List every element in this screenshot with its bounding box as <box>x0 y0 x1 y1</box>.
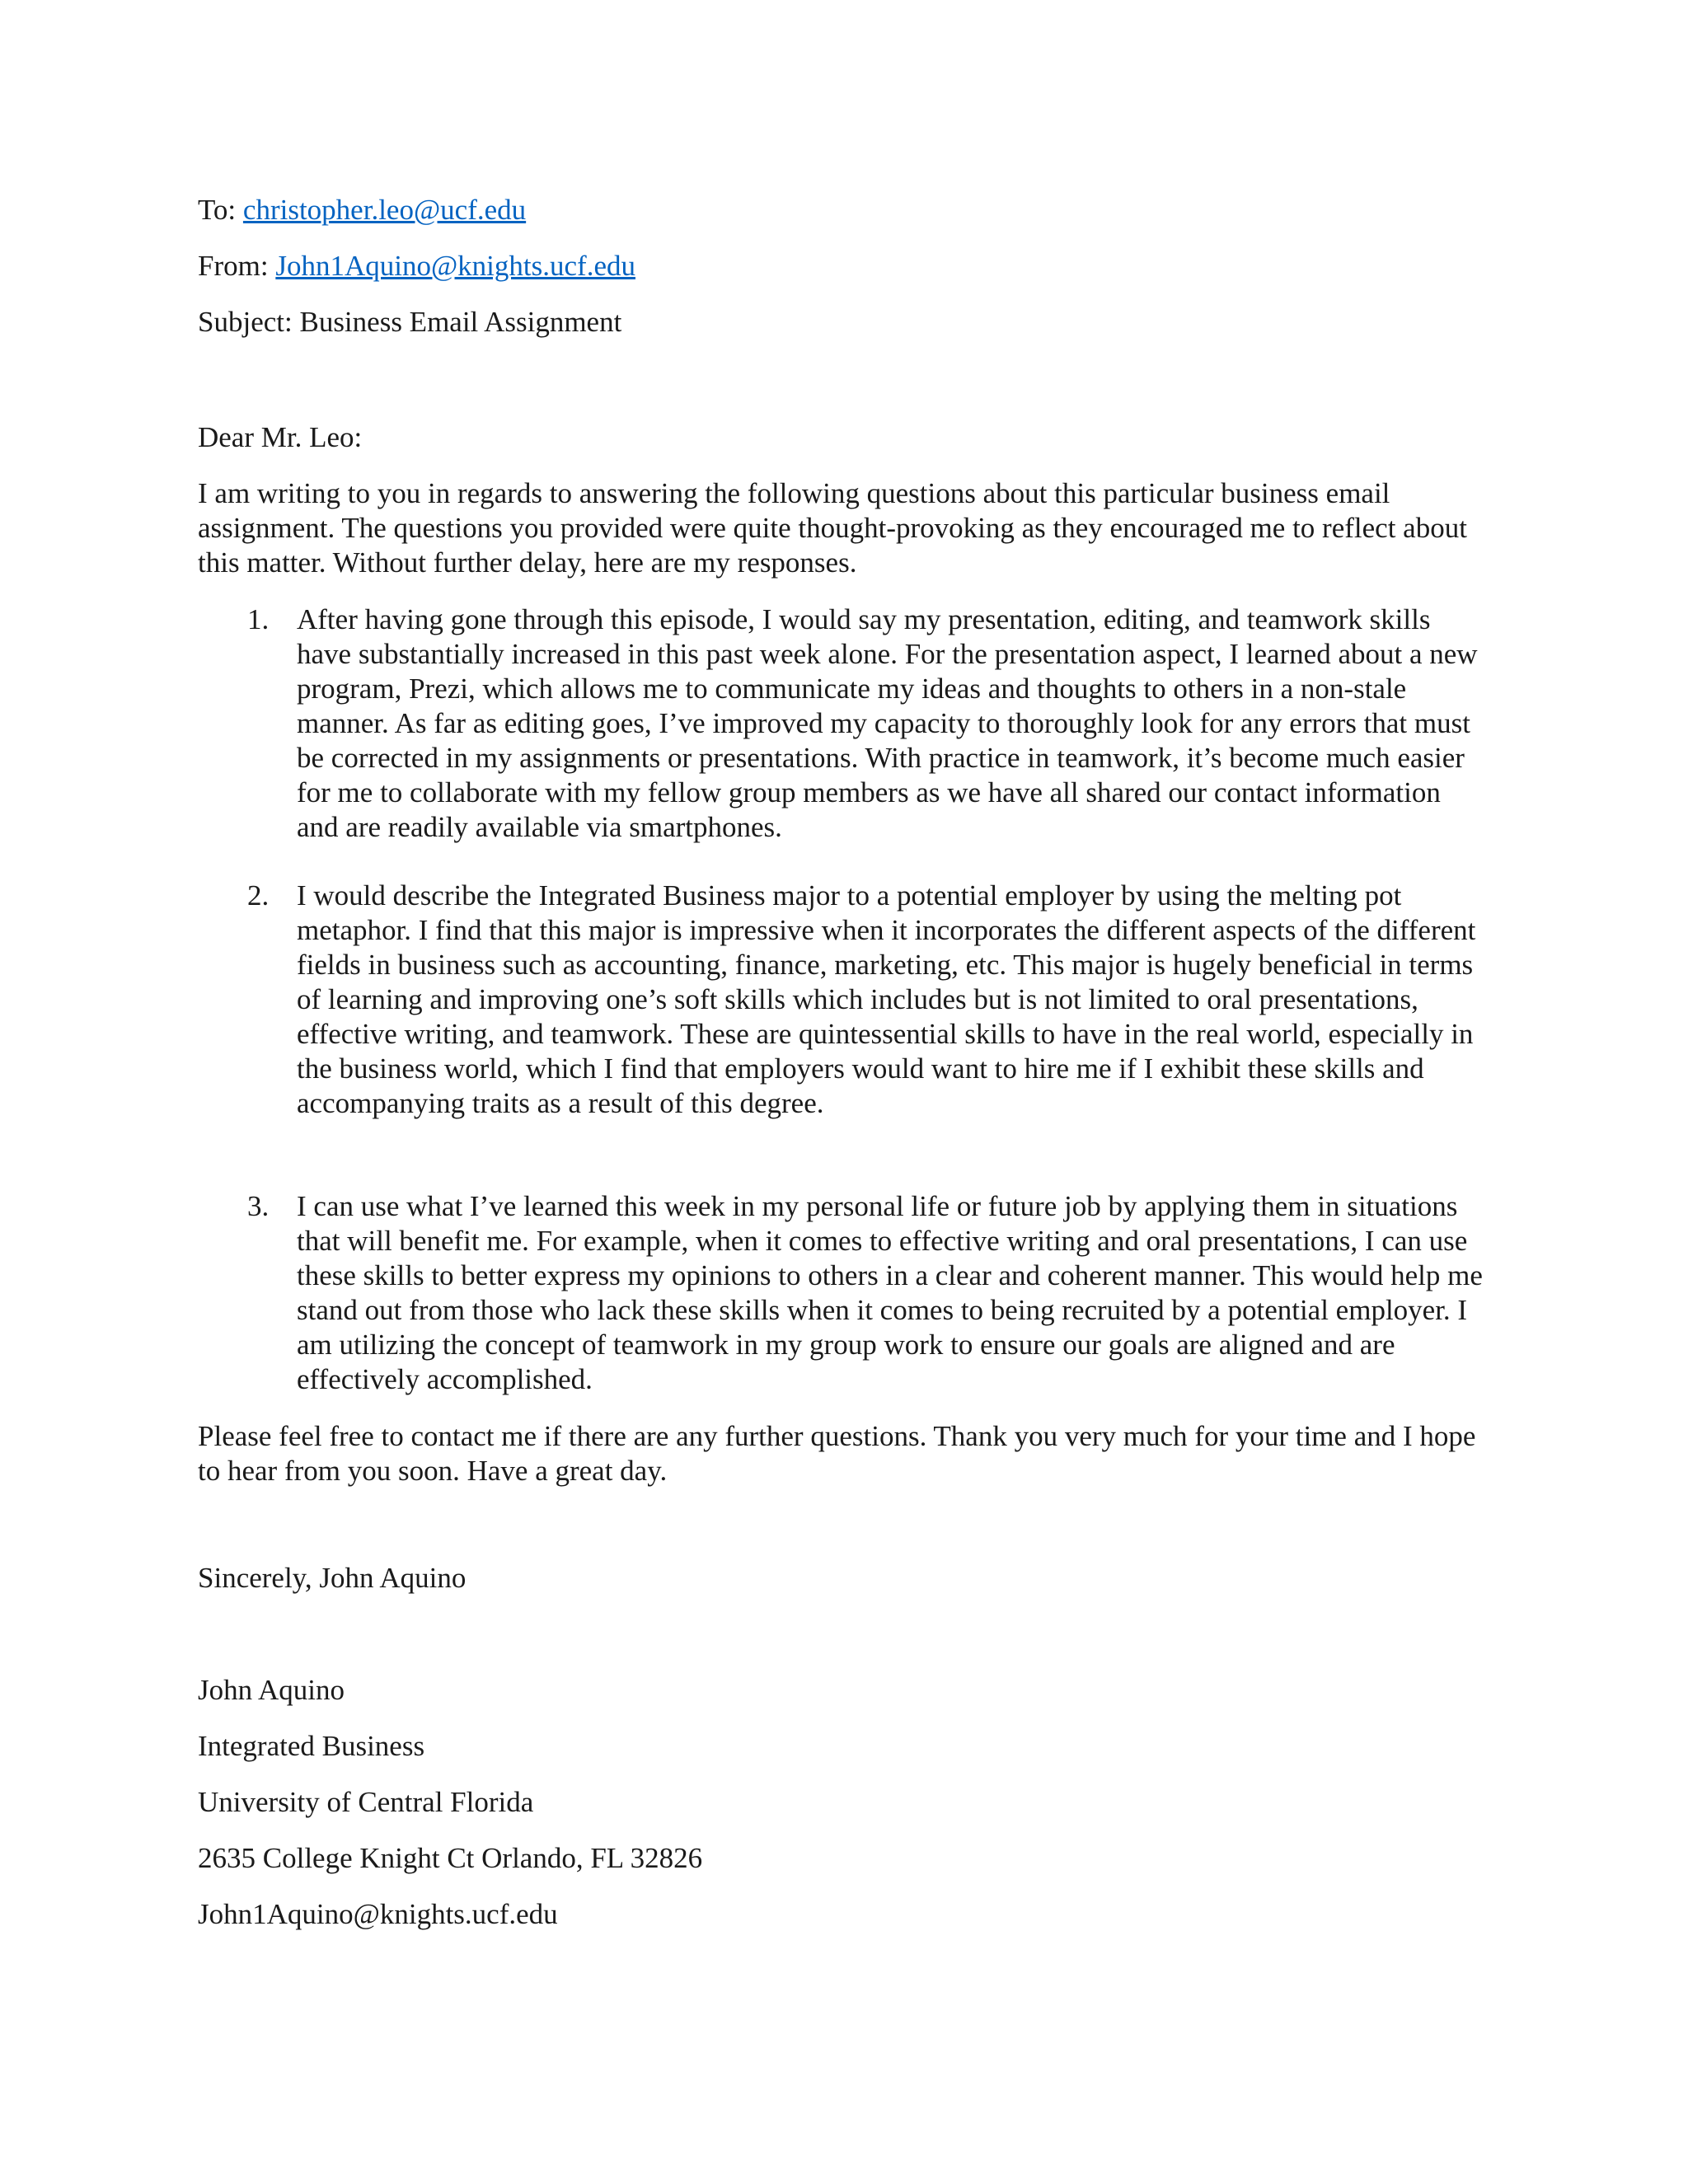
to-line <box>198 193 526 227</box>
from-label: From: <box>198 250 269 282</box>
list-number: 3. <box>247 1190 270 1222</box>
to-email-link[interactable]: christopher.leo@ucf.edu <box>242 194 527 226</box>
signature-university: University of Central Florida <box>198 1786 534 1818</box>
intro-paragraph: I am writing to you in regards to answering the following questions about this particular business email assignment. The questions you provided were quite thought-provoking as they encouraged me to reflect about this matter. Without further delay, here are my responses. <box>198 477 1467 579</box>
to-label: To: <box>198 194 237 226</box>
subject-line <box>198 305 621 340</box>
list-text: I would describe the Integrated Business major to a potential employer by using the melting pot metaphor. I find that this major is impressive when it incorporates the different aspects of the different fields in business such as accounting, finance, marketing, etc. This major is hugely beneficial in terms of learning and improving one’s soft skills which includes but is not limited to oral presentations, effective writing, and teamwork. These are quintessential skills to have in the real world, especially in the business world, which I find that employers would want to hire me if I exhibit these skills and accompanying traits as a result of this degree. <box>297 879 1476 1119</box>
subject-text: Business Email Assignment <box>299 306 622 338</box>
closing-paragraph: Please feel free to contact me if there are any further questions. Thank you very much for your time and I hope to hear from you soon. Have a great day. <box>198 1420 1476 1487</box>
list-text: I can use what I’ve learned this week in my personal life or future job by applying them in situations that will benefit me. For example, when it comes to effective writing and oral presentations, I can use these skills to better express my opinions to others in a clear and coherent manner. This would help me stand out from those who lack these skills when it comes to being recruited by a potential employer. I am utilizing the concept of teamwork in my group work to ensure our goals are aligned and are effectively accomplished. <box>297 1190 1483 1395</box>
signature-name: John Aquino <box>198 1674 345 1706</box>
from-email-link[interactable]: John1Aquino@knights.ucf.edu <box>275 250 635 282</box>
salutation: Dear Mr. Leo: <box>198 421 363 453</box>
list-text: After having gone through this episode, I would say my presentation, editing, and teamwork skills have substantially increased in this past week alone. For the presentation aspect, I learned about a new program, Prezi, which allows me to communicate my ideas and thoughts to others in a non-stale manner. As far as editing goes, I’ve improved my capacity to thoroughly look for any errors that must be corrected in my assignments or presentations. With practice in teamwork, it’s become much easier for me to collaborate with my fellow group members as we have all shared our contact information and are readily available via smartphones. <box>297 603 1478 843</box>
list-number: 2. <box>247 879 270 912</box>
list-number: 1. <box>247 603 270 635</box>
signature-email: John1Aquino@knights.ucf.edu <box>198 1898 558 1930</box>
signature-address: 2635 College Knight Ct Orlando, FL 32826 <box>198 1842 703 1874</box>
signature-program: Integrated Business <box>198 1730 425 1762</box>
sign-off: Sincerely, John Aquino <box>198 1562 467 1594</box>
subject-label: Subject: <box>198 306 293 338</box>
from-line <box>198 249 635 284</box>
